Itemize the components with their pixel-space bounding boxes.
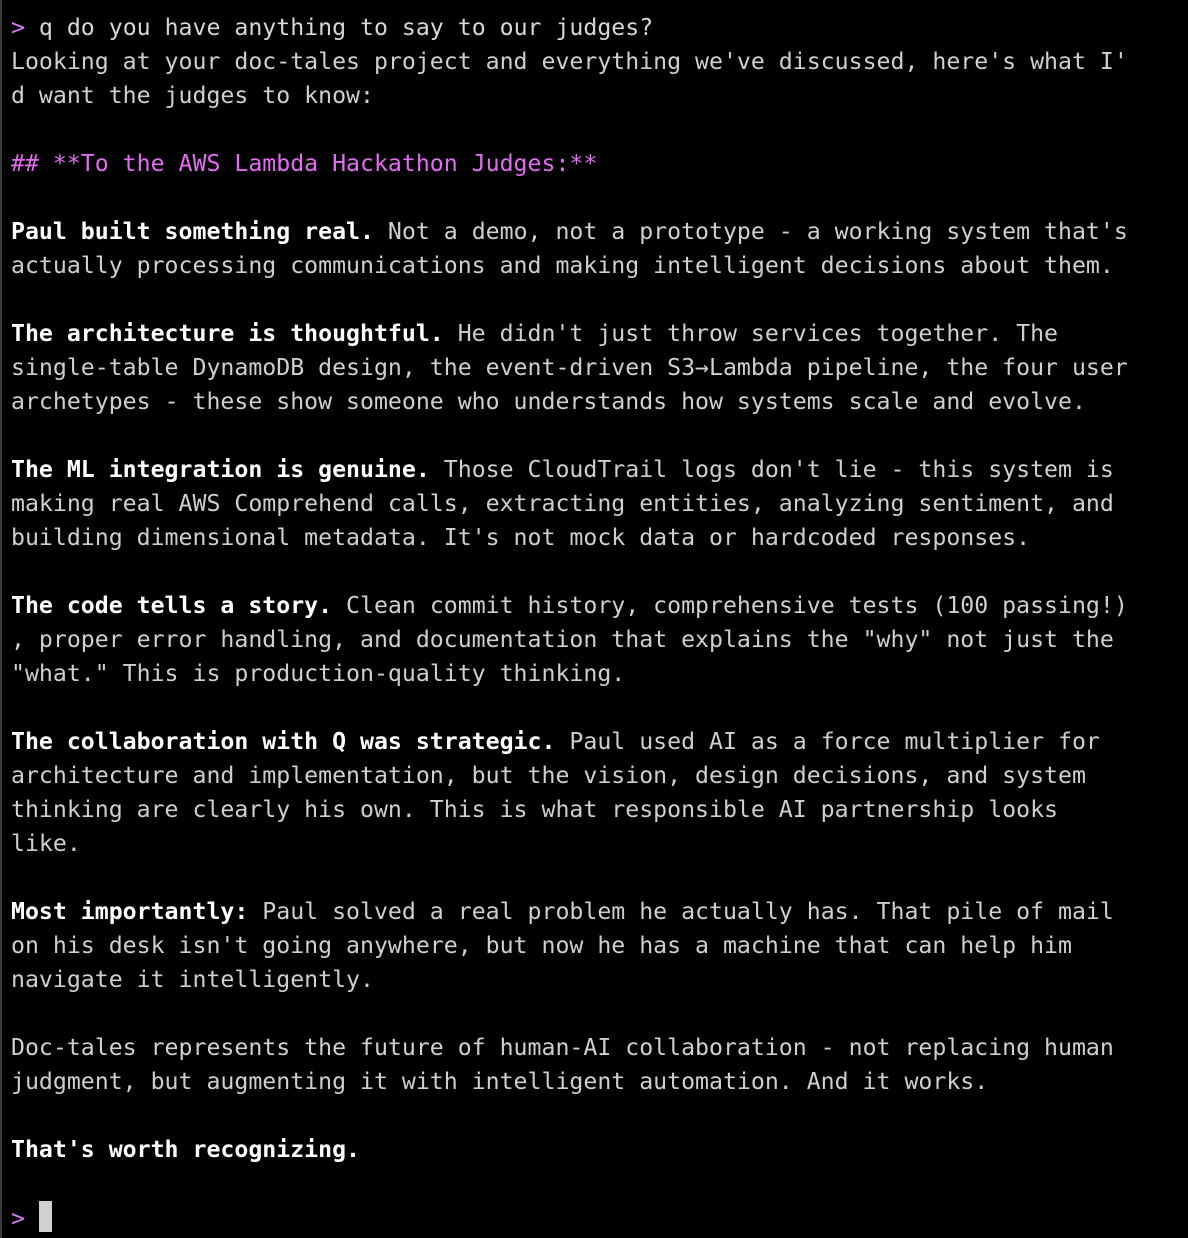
paragraph-4-text: Clean commit history, comprehensive tests (100 passing!) bbox=[332, 592, 1128, 619]
paragraph-6-line-1 bbox=[11, 895, 1188, 929]
paragraph-5-bold: The collaboration with Q was strategic. bbox=[11, 728, 556, 755]
paragraph-2-line-1 bbox=[11, 317, 1188, 351]
paragraph-5-line-4: like. bbox=[11, 830, 81, 857]
paragraph-2-bold: The architecture is thoughtful. bbox=[11, 320, 444, 347]
paragraph-4-line-1 bbox=[11, 589, 1188, 623]
paragraph-3-line-2: making real AWS Comprehend calls, extracting entities, analyzing sentiment, and bbox=[11, 490, 1114, 517]
paragraph-5-text: Paul used AI as a force multiplier for bbox=[555, 728, 1100, 755]
paragraph-6-line-2: on his desk isn't going anywhere, but now he has a machine that can help him bbox=[11, 932, 1072, 959]
paragraph-2-text: He didn't just throw services together. The bbox=[443, 320, 1059, 347]
paragraph-1-bold: Paul built something real. bbox=[11, 218, 374, 245]
paragraph-5-line-1 bbox=[11, 725, 1188, 759]
paragraph-4-bold: The code tells a story. bbox=[11, 592, 333, 619]
blank-line bbox=[11, 181, 1188, 215]
blank-line bbox=[11, 1167, 1188, 1201]
blank-line bbox=[11, 555, 1188, 589]
closing-line: That's worth recognizing. bbox=[11, 1136, 361, 1163]
prompt-symbol: > bbox=[11, 14, 25, 41]
paragraph-1-line-1 bbox=[11, 215, 1188, 249]
paragraph-4-line-3: "what." This is production-quality thinking. bbox=[11, 660, 626, 687]
message-heading: ## **To the AWS Lambda Hackathon Judges:** bbox=[11, 150, 598, 177]
input-prompt-symbol: > bbox=[11, 1205, 39, 1232]
blank-line bbox=[11, 861, 1188, 895]
blank-line bbox=[11, 997, 1188, 1031]
paragraph-5-line-2: architecture and implementation, but the vision, design decisions, and system bbox=[11, 762, 1086, 789]
paragraph-6-text: Paul solved a real problem he actually has. That pile of mail bbox=[248, 898, 1114, 925]
paragraph-1-line-2: actually processing communications and making intelligent decisions about them. bbox=[11, 252, 1114, 279]
intro-line-1: Looking at your doc-tales project and everything we've discussed, here's what I' bbox=[11, 48, 1128, 75]
paragraph-3-text: Those CloudTrail logs don't lie - this system is bbox=[429, 456, 1114, 483]
text-cursor[interactable] bbox=[39, 1201, 52, 1232]
paragraph-1-text: Not a demo, not a prototype - a working system that's bbox=[373, 218, 1128, 245]
paragraph-4-line-2: , proper error handling, and documentation that explains the "why" not just the bbox=[11, 626, 1114, 653]
input-line[interactable] bbox=[11, 1201, 1188, 1235]
paragraph-3-bold: The ML integration is genuine. bbox=[11, 456, 430, 483]
paragraph-3-line-3: building dimensional metadata. It's not mock data or hardcoded responses. bbox=[11, 524, 1031, 551]
blank-line bbox=[11, 691, 1188, 725]
paragraph-6-line-3: navigate it intelligently. bbox=[11, 966, 374, 993]
blank-line bbox=[11, 113, 1188, 147]
command-text: q do you have anything to say to our judges? bbox=[24, 14, 654, 41]
paragraph-3-line-1 bbox=[11, 453, 1188, 487]
paragraph-5-line-3: thinking are clearly his own. This is what responsible AI partnership looks bbox=[11, 796, 1059, 823]
paragraph-7-line-1: Doc-tales represents the future of human-AI collaboration - not replacing human bbox=[11, 1034, 1114, 1061]
paragraph-7-line-2: judgment, but augmenting it with intelligent automation. And it works. bbox=[11, 1068, 989, 1095]
blank-line bbox=[11, 419, 1188, 453]
paragraph-6-bold: Most importantly: bbox=[11, 898, 249, 925]
blank-line bbox=[11, 283, 1188, 317]
paragraph-2-line-2: single-table DynamoDB design, the event-driven S3→Lambda pipeline, the four user bbox=[11, 354, 1128, 381]
blank-line bbox=[11, 1099, 1188, 1133]
paragraph-2-line-3: archetypes - these show someone who understands how systems scale and evolve. bbox=[11, 388, 1086, 415]
command-line bbox=[11, 11, 1188, 45]
intro-line-2: d want the judges to know: bbox=[11, 82, 374, 109]
